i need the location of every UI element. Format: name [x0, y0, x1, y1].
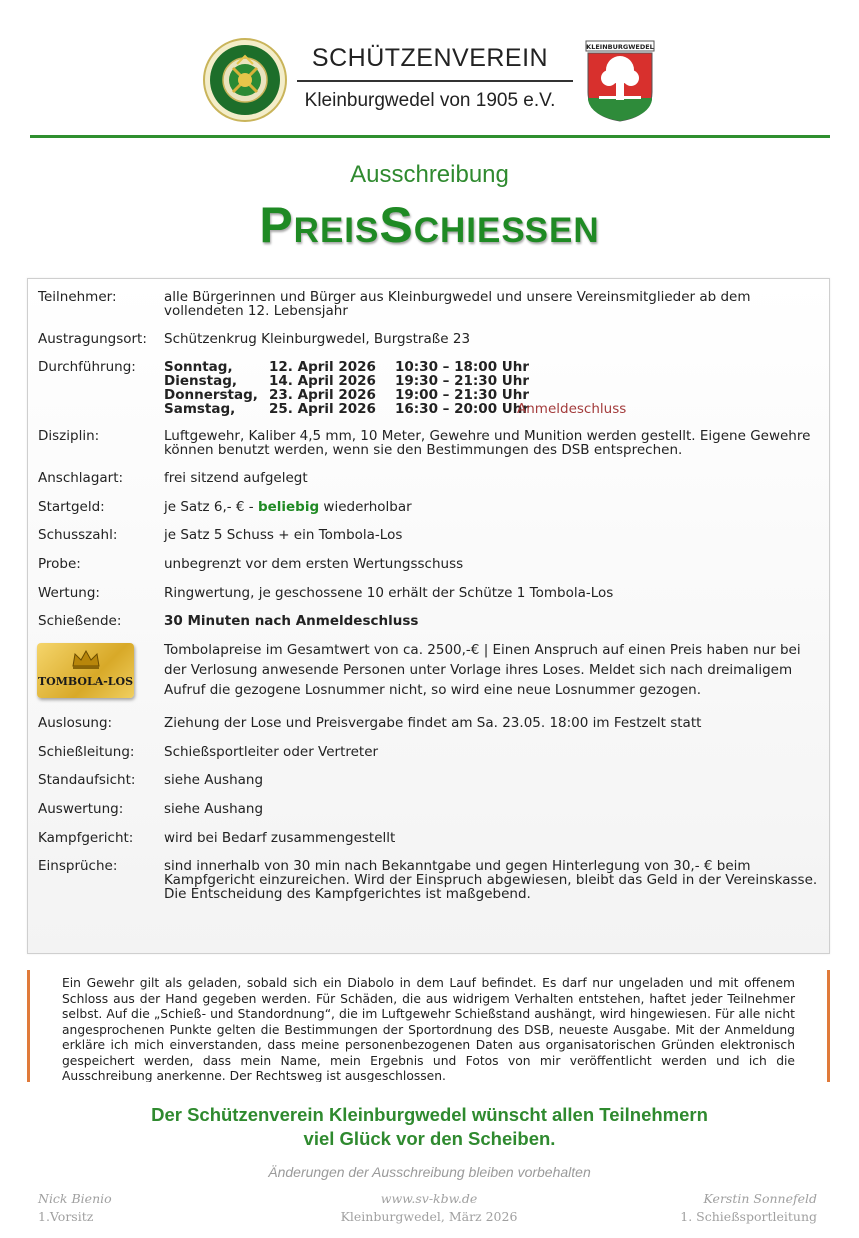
- schedule-day: Donnerstag,: [164, 387, 258, 403]
- label-auswertung: Auswertung:: [38, 801, 124, 817]
- label-probe: Probe:: [38, 556, 81, 572]
- schedule-time: 10:30 – 18:00 Uhr: [395, 359, 530, 375]
- tombola-ticket-icon: [37, 643, 134, 698]
- signer-right-role: 1. Schießsportleitung: [680, 1209, 817, 1224]
- schedule-date: 12. April 2026: [269, 359, 376, 375]
- startgeld-suffix: wiederholbar: [319, 499, 412, 515]
- signer-left-role: 1.Vorsitz: [38, 1209, 94, 1224]
- website-link[interactable]: www.sv-kbw.de: [380, 1191, 478, 1206]
- value-schusszahl: je Satz 5 Schuss + ein Tombola-Los: [164, 527, 403, 543]
- value-schiessleitung: Schießsportleiter oder Vertreter: [164, 744, 379, 760]
- schedule-day: Sonntag,: [164, 359, 233, 375]
- closing-line-2: viel Glück vor den Scheiben.: [303, 1128, 556, 1149]
- schedule-day: Samstag,: [164, 401, 236, 417]
- page-header: [0, 0, 859, 140]
- closing-line-1: Der Schützenverein Kleinburgwedel wünscht allen Teilnehmern: [151, 1104, 708, 1125]
- value-einsprueche: sind innerhalb von 30 min nach Bekanntgabe und gegen Hinterlegung von 30,- € beim Kampfgericht einzureichen. Wird der Einspruch abgewiesen, bleibt das Geld in der Vereinskasse. Die Entscheidung des Kampfgerichtes ist maßgebend.: [164, 858, 818, 902]
- value-wertung: Ringwertung, je geschossene 10 erhält der Schütze 1 Tombola-Los: [164, 585, 614, 601]
- schedule-row: [164, 402, 764, 416]
- place-date: Kleinburgwedel, März 2026: [340, 1209, 518, 1224]
- value-auslosung: Ziehung der Lose und Preisvergabe findet am Sa. 23.05. 18:00 im Festzelt statt: [164, 715, 702, 731]
- label-anschlagart: Anschlagart:: [38, 470, 124, 486]
- schedule-time: 19:00 – 21:30 Uhr: [395, 387, 530, 403]
- tombola-badge-label: TOMBOLA-LOS: [37, 675, 134, 688]
- label-schiessende: Schießende:: [38, 613, 122, 629]
- club-name-divider: [297, 80, 573, 82]
- value-anschlagart: frei sitzend aufgelegt: [164, 470, 308, 486]
- value-austragungsort: Schützenkrug Kleinburgwedel, Burgstraße 23: [164, 331, 471, 347]
- signer-left-name: Nick Bienio: [38, 1191, 112, 1206]
- schedule-date: 14. April 2026: [269, 373, 376, 389]
- registration-deadline-note: Anmeldeschluss: [517, 401, 627, 417]
- club-subtitle: Kleinburgwedel von 1905 e.V.: [304, 90, 556, 111]
- label-auslosung: Auslosung:: [38, 715, 113, 731]
- details-box: [27, 278, 830, 954]
- schedule-list: [164, 360, 764, 416]
- closing-wish: [0, 1103, 859, 1151]
- label-austragungsort: Austragungsort:: [38, 331, 147, 347]
- value-probe: unbegrenzt vor dem ersten Wertungsschuss: [164, 556, 464, 572]
- footer-center: [279, 1190, 579, 1226]
- document-type: Ausschreibung: [350, 161, 509, 188]
- footer-right-signature: [680, 1190, 817, 1226]
- header-divider: [30, 135, 830, 138]
- value-teilnehmer: alle Bürgerinnen und Bürger aus Kleinburgwedel und unsere Vereinsmitglieder ab dem vollendeten 12. Lebensjahr: [164, 289, 751, 319]
- schedule-row: [164, 360, 764, 374]
- signer-right-name: Kerstin Sonnefeld: [703, 1191, 817, 1206]
- disclaimer-box: [27, 970, 830, 1082]
- schedule-day: Dienstag,: [164, 373, 237, 389]
- document-title: PreisSchießen: [259, 197, 600, 253]
- label-einsprueche: Einsprüche:: [38, 858, 118, 874]
- schedule-time: 16:30 – 20:00 Uhr: [395, 401, 530, 417]
- label-schusszahl: Schusszahl:: [38, 527, 118, 543]
- club-seal-logo: [203, 38, 287, 122]
- startgeld-price: je Satz 6,- € -: [164, 499, 258, 515]
- footer-left-signature: [38, 1190, 112, 1226]
- label-kampfgericht: Kampfgericht:: [38, 830, 134, 846]
- schedule-date: 23. April 2026: [269, 387, 376, 403]
- value-startgeld: [164, 500, 819, 514]
- row-tombola: [28, 643, 829, 703]
- label-schiessleitung: Schießleitung:: [38, 744, 135, 760]
- schedule-row: [164, 374, 764, 388]
- row-durchfuehrung: [28, 360, 829, 416]
- startgeld-highlight: beliebig: [257, 499, 320, 515]
- label-durchfuehrung: Durchführung:: [38, 359, 136, 375]
- value-auswertung: siehe Aushang: [164, 801, 264, 817]
- crown-icon: [71, 648, 101, 670]
- value-tombola: Tombolapreise im Gesamtwert von ca. 2500,-€ | Einen Anspruch auf einen Preis haben nur bei der Verlosung anwesende Personen unter Vorlage ihres Loses. Meldet sich nach dreimaligem Aufruf die gezogene Losnummer nicht, so wird eine neue Losnummer gezogen.: [164, 642, 801, 698]
- value-standaufsicht: siehe Aushang: [164, 772, 264, 788]
- label-teilnehmer: Teilnehmer:: [38, 289, 117, 305]
- value-kampfgericht: wird bei Bedarf zusammengestellt: [164, 830, 396, 846]
- label-disziplin: Disziplin:: [38, 428, 100, 444]
- label-standaufsicht: Standaufsicht:: [38, 772, 136, 788]
- label-wertung: Wertung:: [38, 585, 100, 601]
- value-disziplin: Luftgewehr, Kaliber 4,5 mm, 10 Meter, Gewehre und Munition werden gestellt. Eigene Gewehre können benutzt werden, wenn sie den Bestimmungen des DSB entsprechen.: [164, 428, 811, 458]
- schedule-row: [164, 388, 764, 402]
- label-startgeld: Startgeld:: [38, 499, 105, 515]
- changes-note: Änderungen der Ausschreibung bleiben vorbehalten: [268, 1164, 591, 1180]
- value-schiessende: 30 Minuten nach Anmeldeschluss: [164, 613, 419, 629]
- schedule-time: 19:30 – 21:30 Uhr: [395, 373, 530, 389]
- schedule-date: 25. April 2026: [269, 401, 376, 417]
- town-crest-logo: [585, 40, 655, 122]
- disclaimer-text: Ein Gewehr gilt als geladen, sobald sich ein Diabolo in dem Lauf befindet. Es darf nur ungeladen und mit offenem Schloss aus der Hand gegeben werden. Für Schäden, die aus widrigem Verhalten entstehen, haftet jeder Teilnehmer selbst. Auf die „Schieß- und Standordnung“, die im Luftgewehr Schießstand aushängt, wird hingewiesen. Für alle nicht angesprochenen Punkte gelten die Bestimmungen der Sportordnung des DSB, neueste Ausgabe. Mit der Anmeldung erkläre ich mich einverstanden, dass meine personenbezogenen Daten aus organisatorischen Gründen elektronisch gespeichert werden, dass mein Name, mein Ergebnis und Fotos von mir veröffentlicht werden und ich die Ausschreibung anerkenne. Der Rechtsweg ist ausgeschlossen.: [62, 976, 795, 1082]
- svg-text:KLEINBURGWEDEL: KLEINBURGWEDEL: [586, 43, 654, 51]
- club-name: SCHÜTZENVEREIN: [311, 44, 549, 72]
